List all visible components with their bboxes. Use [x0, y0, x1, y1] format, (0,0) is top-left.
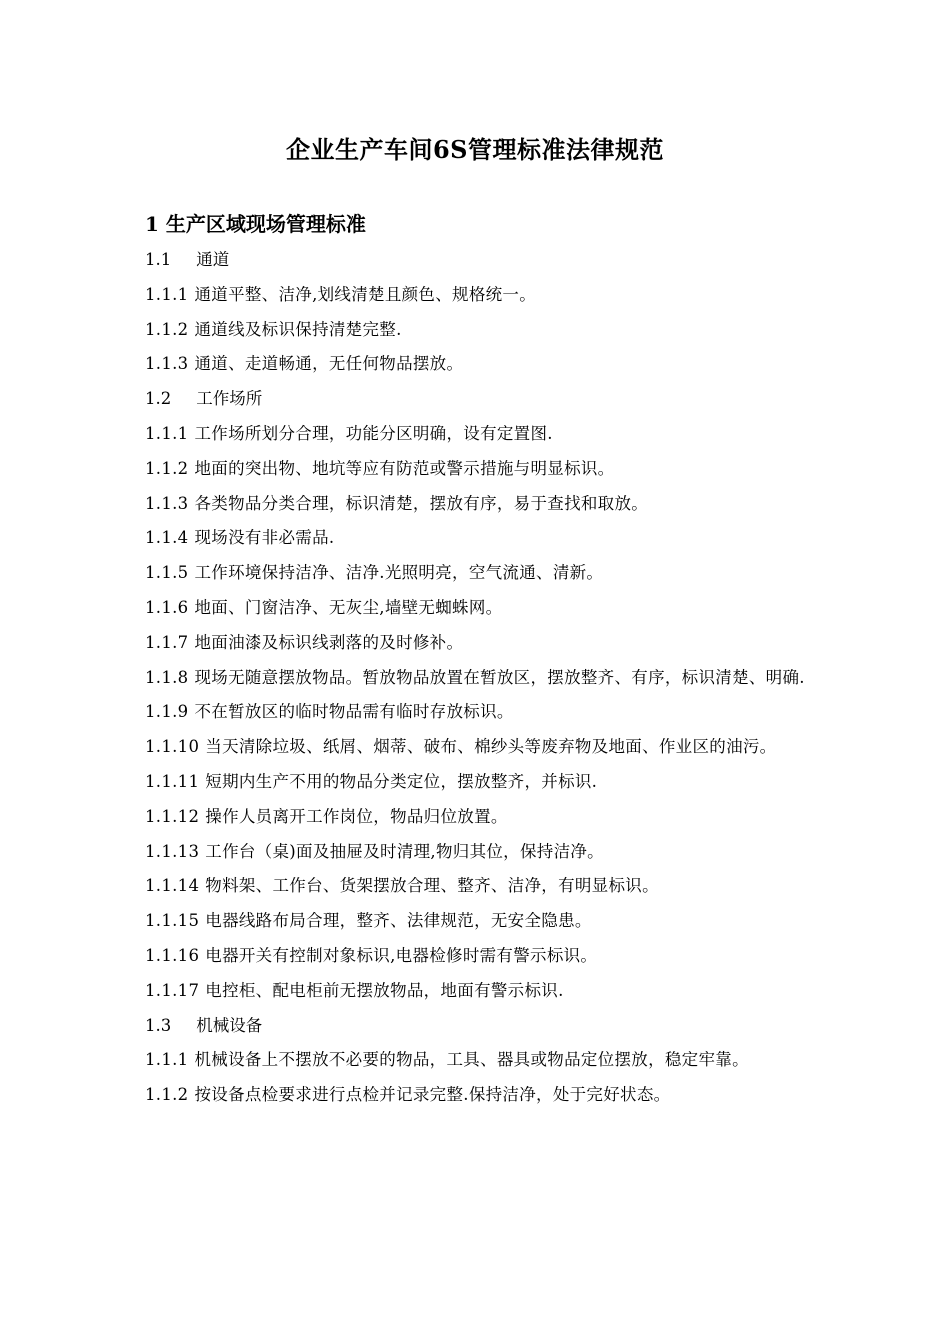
item-text: 短期内生产不用的物品分类定位，摆放整齐，并标识. [205, 771, 598, 791]
list-item [145, 313, 810, 348]
item-number: 1.1.2 [145, 1085, 189, 1105]
item-text: 地面、门窗洁净、无灰尘,墙壁无蜘蛛网。 [194, 597, 503, 617]
item-number: 1.1.15 [145, 911, 200, 931]
item-text: 地面的突出物、地坑等应有防范或警示措施与明显标识。 [194, 458, 615, 478]
list-item [145, 695, 810, 730]
list-item [145, 1078, 810, 1113]
item-text: 现场无随意摆放物品。暂放物品放置在暂放区，摆放整齐、有序，标识清楚、明确. [194, 667, 805, 687]
item-text: 操作人员离开工作岗位，物品归位放置。 [205, 806, 508, 826]
item-number: 1.1.16 [145, 945, 200, 965]
list-item [145, 661, 810, 696]
subsection-number: 1.1 [145, 250, 172, 269]
section-heading [145, 208, 366, 240]
subsection-heading [145, 243, 810, 278]
list-item [145, 730, 810, 765]
item-text: 工作环境保持洁净、洁净.光照明亮，空气流通、清新。 [194, 563, 604, 583]
subsection-heading [145, 1009, 810, 1044]
item-text: 通道、走道畅通，无任何物品摆放。 [194, 354, 464, 374]
list-item [145, 939, 810, 974]
item-text: 工作场所划分合理，功能分区明确，设有定置图. [194, 423, 553, 443]
list-item [145, 417, 810, 452]
subsection-title: 工作场所 [196, 389, 263, 409]
list-item [145, 347, 810, 382]
list-item [145, 835, 810, 870]
item-number: 1.1.13 [145, 841, 200, 861]
item-text: 工作台（桌)面及抽屉及时清理,物归其位，保持洁净。 [205, 841, 604, 861]
item-text: 电器线路布局合理，整齐、法律规范，无安全隐患。 [205, 911, 592, 931]
list-item [145, 765, 810, 800]
item-number: 1.1.14 [145, 876, 200, 896]
item-number: 1.1.12 [145, 806, 200, 826]
list-item [145, 556, 810, 591]
item-text: 当天清除垃圾、纸屑、烟蒂、破布、棉纱头等废弃物及地面、作业区的油污。 [205, 737, 777, 757]
item-text: 通道线及标识保持清楚完整. [194, 319, 402, 339]
document-body [145, 243, 810, 1113]
item-number: 1.1.1 [145, 423, 189, 443]
item-number: 1.1.3 [145, 354, 189, 374]
section-title: 生产区域现场管理标准 [165, 212, 366, 236]
item-text: 地面油漆及标识线剥落的及时修补。 [194, 632, 464, 652]
list-item [145, 904, 810, 939]
item-text: 按设备点检要求进行点检并记录完整.保持洁净，处于完好状态。 [194, 1085, 671, 1105]
item-text: 物料架、工作台、货架摆放合理、整齐、洁净，有明显标识。 [205, 876, 659, 896]
section-number: 1 [145, 212, 159, 236]
item-number: 1.1.5 [145, 563, 189, 583]
item-number: 1.1.2 [145, 458, 189, 478]
item-number: 1.1.1 [145, 1050, 189, 1070]
list-item [145, 869, 810, 904]
list-item [145, 278, 810, 313]
item-number: 1.1.6 [145, 597, 189, 617]
item-text: 现场没有非必需品. [194, 528, 335, 548]
item-number: 1.1.1 [145, 284, 189, 304]
item-text: 各类物品分类合理，标识清楚，摆放有序，易于查找和取放。 [194, 493, 649, 513]
item-number: 1.1.9 [145, 702, 189, 722]
list-item [145, 487, 810, 522]
list-item [145, 974, 810, 1009]
item-number: 1.1.7 [145, 632, 189, 652]
item-number: 1.1.2 [145, 319, 189, 339]
item-number: 1.1.11 [145, 771, 200, 791]
list-item [145, 626, 810, 661]
item-number: 1.1.8 [145, 667, 189, 687]
item-text: 不在暂放区的临时物品需有临时存放标识。 [194, 702, 514, 722]
item-text: 电器开关有控制对象标识,电器检修时需有警示标识。 [205, 945, 598, 965]
item-number: 1.1.17 [145, 980, 200, 1000]
item-number: 1.1.10 [145, 737, 200, 757]
subsection-number: 1.2 [145, 389, 172, 409]
item-text: 通道平整、洁净,划线清楚且颜色、规格统一。 [194, 284, 537, 304]
item-number: 1.1.4 [145, 528, 189, 548]
list-item [145, 521, 810, 556]
item-text: 机械设备上不摆放不必要的物品，工具、器具或物品定位摆放，稳定牢靠。 [194, 1050, 749, 1070]
list-item [145, 591, 810, 626]
subsection-title: 通道 [196, 250, 230, 269]
item-number: 1.1.3 [145, 493, 189, 513]
subsection-title: 机械设备 [196, 1015, 263, 1035]
list-item [145, 800, 810, 835]
subsection-heading [145, 382, 810, 417]
item-text: 电控柜、配电柜前无摆放物品，地面有警示标识. [205, 980, 564, 1000]
subsection-number: 1.3 [145, 1015, 172, 1035]
document-title: 企业生产车间6S管理标准法律规范 [285, 135, 665, 164]
list-item [145, 1043, 810, 1078]
list-item [145, 452, 810, 487]
